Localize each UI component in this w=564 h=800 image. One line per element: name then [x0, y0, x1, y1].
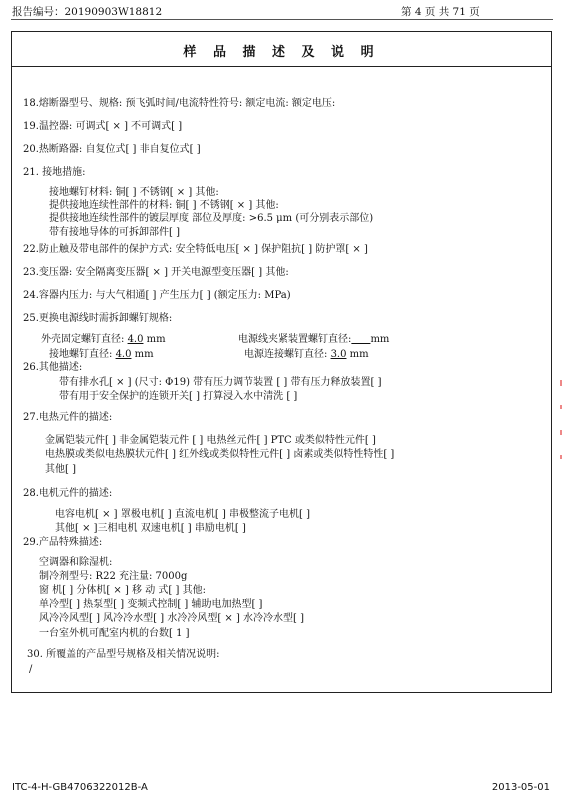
- item-27c-heating-other: 其他[ ]: [45, 464, 76, 475]
- item-26b-interlock: 带有用于安全保护的连锁开关[ ] 打算浸入水中清洗 [ ]: [59, 391, 298, 402]
- item-29b-refrigerant: 制冷剂型号: R22 充注量: 7000g: [39, 571, 188, 582]
- cord-clamp-label: 电源线夹紧装置螺钉直径:: [238, 334, 352, 345]
- earth-screw-label: 接地螺钉直径:: [49, 349, 116, 360]
- item-26-other: 26.其他描述:: [23, 362, 83, 373]
- item-30a-models-value: /: [29, 664, 33, 675]
- item-26a-drain-hole: 带有排水孔[ × ] (尺寸: Φ19) 带有压力调节装置 [ ] 带有压力释放装置[ ]: [59, 377, 382, 388]
- item-29-special: 29.产品特殊描述:: [23, 537, 103, 548]
- item-22-protection: 22.防止触及带电部件的保护方式: 安全特低电压[ × ] 保护阻抗[ ] 防护罩[ × ]: [23, 244, 368, 255]
- item-21c-plating-thickness: 提供接地连续性部件的镀层厚度 部位及厚度: >6.5 μm (可分别表示部位): [49, 213, 374, 224]
- item-25d-supply-screw: [244, 345, 369, 360]
- item-30-models: 30. 所覆盖的产品型号规格及相关情况说明:: [27, 649, 220, 660]
- item-29d-mode: 单冷型[ ] 热泵型[ ] 变频式控制[ ] 辅助电加热型[ ]: [39, 599, 263, 610]
- item-29a-aircon: 空调器和除湿机:: [39, 557, 113, 568]
- page-info: 第 4 页 共 71 页: [401, 6, 480, 18]
- supply-screw-unit: mm: [346, 349, 369, 360]
- item-28a-motor-types: 电容电机[ × ] 罩极电机[ ] 直流电机[ ] 串极整流子电机[ ]: [55, 509, 311, 520]
- item-28-motor: 28.电机元件的描述:: [23, 488, 113, 499]
- supply-screw-value: 3.0: [330, 349, 347, 360]
- item-25b-cord-clamp-screw: [238, 330, 389, 345]
- margin-stamp-mark: [560, 455, 562, 459]
- item-27b-heating-types: 电热膜或类似电热膜状元件[ ] 红外线或类似特性元件[ ] 卤素或类似特性特性[ ]: [45, 449, 395, 460]
- enclosure-screw-unit: mm: [143, 334, 166, 345]
- item-24-pressure: 24.容器内压力: 与大气相通[ ] 产生压力[ ] (额定压力: MPa): [23, 290, 291, 301]
- report-number: 报告编号：20190903W18812: [12, 6, 163, 18]
- enclosure-screw-value: 4.0: [127, 334, 144, 345]
- item-19-thermostat: 19.温控器: 可调式[ × ] 不可调式[ ]: [23, 121, 183, 132]
- earth-screw-unit: mm: [131, 349, 154, 360]
- item-20-thermal-cutout: 20.热断路器: 自复位式[ ] 非自复位式[ ]: [23, 144, 201, 155]
- item-23-transformer: 23.变压器: 安全隔离变压器[ × ] 开关电源型变压器[ ] 其他:: [23, 267, 289, 278]
- item-25-screws: 25.更换电源线时需拆卸螺钉规格:: [23, 313, 173, 324]
- enclosure-screw-label: 外壳固定螺钉直径:: [41, 334, 128, 345]
- cord-clamp-unit: mm: [370, 334, 390, 345]
- item-28b-motor-types: 其他[ × ]三相电机 双速电机[ ] 串励电机[ ]: [55, 523, 246, 534]
- margin-stamp-mark: [560, 405, 562, 409]
- supply-screw-label: 电源连接螺钉直径:: [244, 349, 331, 360]
- item-27-heating: 27.电热元件的描述:: [23, 412, 113, 423]
- footer-doc-code: ITC-4-H-GB4706322012B-A: [12, 782, 148, 793]
- footer-date: 2013-05-01: [491, 782, 550, 793]
- margin-stamp-mark: [560, 380, 562, 386]
- description-form: [11, 31, 552, 693]
- item-18-fuse: 18.熔断器型号、规格: 预飞弧时间/电流特性符号: 额定电流: 额定电压:: [23, 98, 336, 109]
- item-21d-detachable-parts: 带有接地导体的可拆卸部件[ ]: [49, 227, 180, 238]
- item-27a-heating-types: 金属铠装元件[ ] 非金属铠装元件 [ ] 电热丝元件[ ] PTC 或类似特性元件[ ]: [45, 435, 376, 446]
- item-29e-cooling: 风冷冷风型[ ] 风冷冷水型[ ] 水冷冷风型[ × ] 水冷冷水型[ ]: [39, 613, 305, 624]
- item-21a-screw-material: 接地螺钉材料: 铜[ ] 不锈钢[ × ] 其他:: [49, 187, 219, 198]
- earth-screw-value: 4.0: [115, 349, 132, 360]
- cord-clamp-value: [351, 334, 370, 345]
- title-bar: [12, 32, 551, 67]
- item-29f-indoor-count: 一台室外机可配室内机的台数[ 1 ]: [39, 628, 190, 639]
- item-25a-enclosure-screw: [41, 330, 166, 345]
- margin-stamp-mark: [560, 430, 562, 435]
- item-21b-continuity-material: 提供接地连续性部件的材料: 铜[ ] 不锈钢[ × ] 其他:: [49, 200, 279, 211]
- item-29c-unit-type: 窗 机[ ] 分体机[ × ] 移 动 式[ ] 其他:: [39, 585, 206, 596]
- header-rule: [11, 19, 553, 20]
- item-21-earthing: 21. 接地措施:: [23, 167, 86, 178]
- page-title: 样 品 描 述 及 说 明: [183, 45, 380, 60]
